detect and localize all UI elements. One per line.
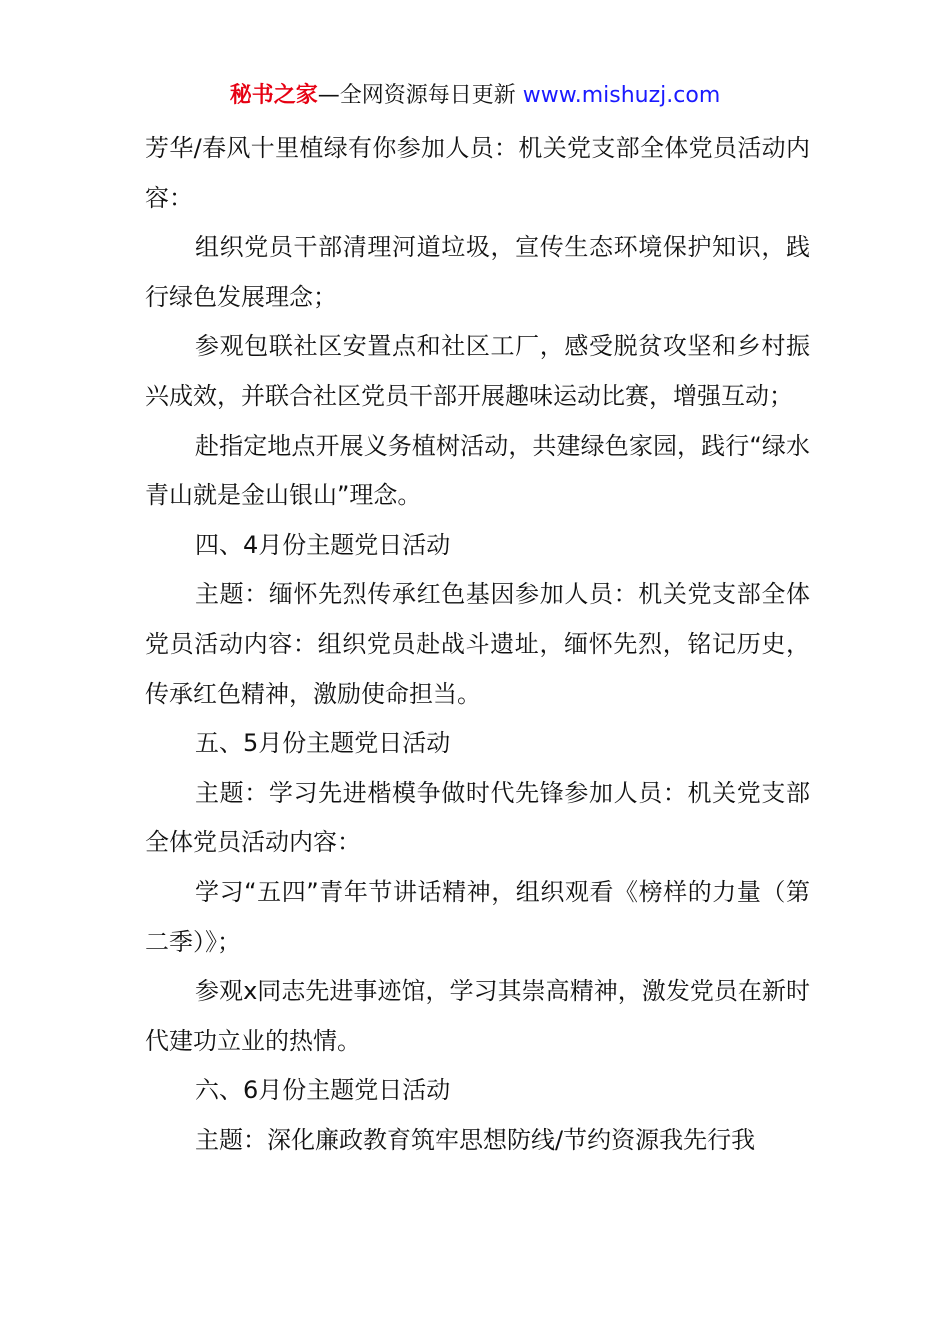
paragraph: 主题：缅怀先烈传承红色基因参加人员：机关党支部全体党员活动内容：组织党员赴战斗遗址，缅怀先烈，铭记历史，传承红色精神，激励使命担当。 (145, 580, 810, 708)
paragraph: 芳华/春风十里植绿有你参加人员：机关党支部全体党员活动内容： (145, 134, 810, 212)
paragraph: 参观包联社区安置点和社区工厂，感受脱贫攻坚和乡村振兴成效，并联合社区党员干部开展趣味运动比赛，增强互动； (145, 332, 810, 410)
paragraph: 参观x同志先进事迹馆，学习其崇高精神，激发党员在新时代建功立业的热情。 (145, 977, 810, 1055)
header-tagline: —全网资源每日更新 (317, 83, 523, 108)
page-header (0, 80, 950, 112)
section-heading: 五、5月份主题党日活动 (195, 729, 451, 758)
paragraph: 赴指定地点开展义务植树活动，共建绿色家园，践行“绿水青山就是金山银山”理念。 (145, 431, 810, 510)
brand-name: 秘书之家 (229, 83, 318, 108)
section-heading: 六、6月份主题党日活动 (195, 1076, 451, 1105)
paragraph: 主题：学习先进楷模争做时代先锋参加人员：机关党支部全体党员活动内容： (145, 778, 810, 857)
paragraph: 学习“五四”青年节讲话精神，组织观看《榜样的力量（第二季）》； (145, 877, 810, 956)
section-heading: 四、4月份主题党日活动 (195, 530, 451, 559)
document-body (145, 124, 810, 1165)
paragraph: 主题：深化廉政教育筑牢思想防线/节约资源我先行我 (195, 1125, 756, 1154)
header-url-link[interactable]: www.mishuzj.com (522, 83, 721, 108)
paragraph: 组织党员干部清理河道垃圾，宣传生态环境保护知识，践行绿色发展理念； (145, 233, 810, 311)
